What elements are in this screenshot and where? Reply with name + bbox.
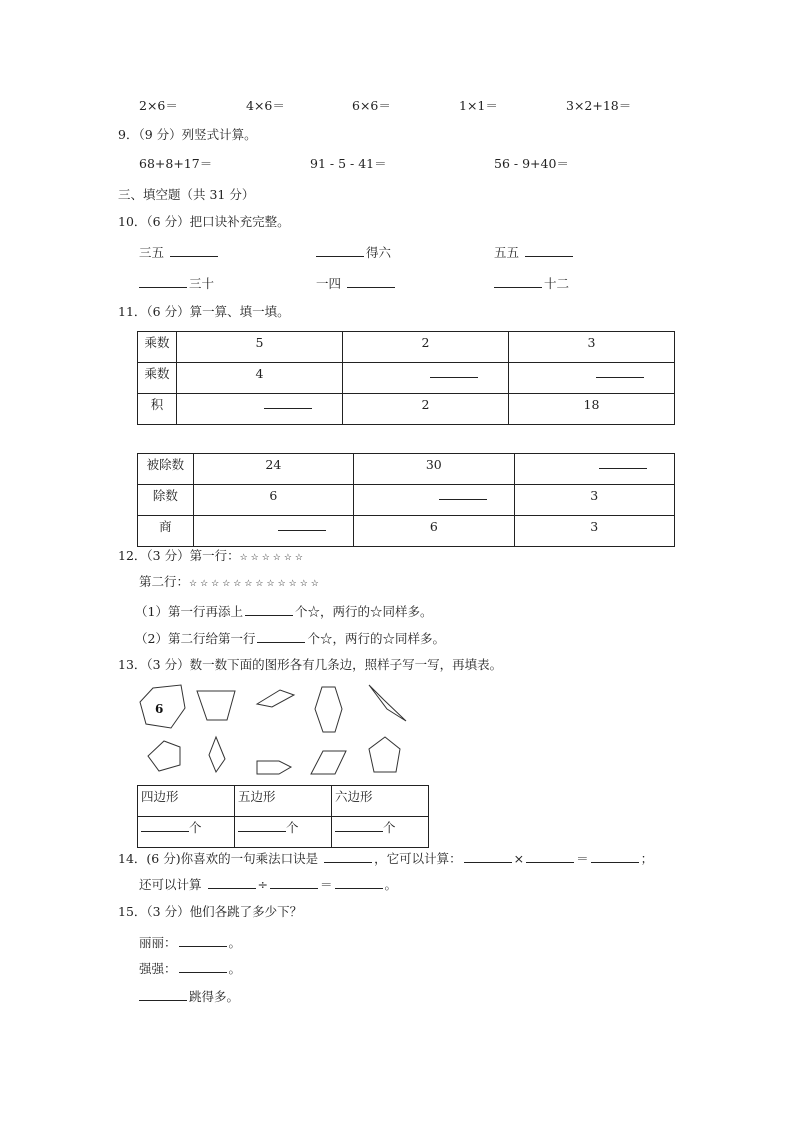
q11-title: 11．（6 分）算一算、填一填。: [118, 304, 290, 319]
expr: 68+8+17＝: [139, 156, 213, 171]
answer-blank[interactable]: [347, 275, 395, 288]
table-cell: [342, 363, 508, 394]
shapes-figure: [137, 683, 410, 776]
table-row: [138, 363, 675, 394]
table-cell: 乘数: [138, 332, 177, 363]
q15-qiang: [139, 960, 241, 977]
answer-blank[interactable]: [139, 275, 187, 288]
hexagon-shape: [315, 687, 342, 732]
expr: 91 - 5 - 41＝: [310, 156, 387, 171]
answer-blank[interactable]: [335, 819, 383, 832]
answer-blank[interactable]: [316, 244, 364, 257]
expr: 1×1＝: [459, 98, 498, 113]
q12-sub2: [135, 630, 445, 647]
table-row: [138, 516, 675, 547]
answer-blank[interactable]: [179, 960, 227, 973]
shape-count-table: [137, 785, 429, 848]
q12-label: 12．（3 分）第一行：: [118, 548, 240, 563]
table-cell: 3: [508, 332, 674, 363]
q13-title: 13．（3 分）数一数下面的图形各有几条边，照样子写一写，再填表。: [118, 657, 503, 672]
text: 14．(6 分)你喜欢的一句乘法口诀是: [118, 851, 319, 866]
text: 。: [228, 961, 242, 976]
table-cell: [176, 394, 342, 425]
expr: 56 - 9+40＝: [494, 156, 569, 171]
multiplication-table: [137, 331, 675, 425]
answer-blank[interactable]: [257, 630, 305, 643]
q15-title: 15．（3 分）他们各跳了多少下？: [118, 904, 303, 919]
q12-sub1: [135, 603, 432, 620]
pentagon-shape: [148, 741, 180, 771]
count-cell: [138, 817, 235, 848]
answer-blank[interactable]: [270, 876, 318, 889]
count-cell: [235, 817, 332, 848]
text: ；: [640, 851, 654, 866]
table-cell: 6: [354, 516, 514, 547]
q15-li: [139, 934, 241, 951]
table-row: [138, 394, 675, 425]
expr: 2×6＝: [139, 98, 178, 113]
text: ，它可以计算：: [374, 851, 462, 866]
count-cell: [332, 817, 429, 848]
table-cell: 6: [193, 485, 353, 516]
parallelogram-shape: [311, 751, 346, 774]
rhombus-shape: [257, 690, 294, 707]
text: 丽丽：: [139, 935, 177, 950]
text: 还可以计算: [139, 877, 202, 892]
answer-blank[interactable]: [238, 819, 286, 832]
table-row: [138, 454, 675, 485]
unit: 个: [286, 820, 299, 835]
text: 强强：: [139, 961, 177, 976]
rhyme-text: 五五: [494, 245, 520, 260]
equals-sign: ＝: [576, 851, 589, 866]
text: 个☆，两行的☆同样多。: [307, 631, 445, 646]
equals-sign: ＝: [319, 877, 333, 892]
answer-blank[interactable]: [599, 456, 647, 469]
answer-blank[interactable]: [278, 518, 326, 531]
rhyme-item: [139, 244, 220, 261]
answer-blank[interactable]: [596, 365, 644, 378]
q14-line2: [139, 876, 397, 893]
rhyme-text: 三十: [189, 276, 215, 291]
table-cell: 商: [138, 516, 194, 547]
rhyme-item: [137, 275, 214, 292]
table-cell: [354, 485, 514, 516]
header-cell: 五边形: [235, 786, 332, 817]
rhyme-item: [492, 275, 569, 292]
rhyme-item: [316, 275, 397, 292]
parallelogram-shape: [369, 685, 406, 721]
answer-blank[interactable]: [141, 819, 189, 832]
unit: 个: [189, 820, 202, 835]
table-cell: [508, 363, 674, 394]
table-cell: 3: [514, 516, 674, 547]
table-row: [138, 332, 675, 363]
header-cell: 四边形: [138, 786, 235, 817]
table-cell: 2: [342, 394, 508, 425]
table-cell: 除数: [138, 485, 194, 516]
answer-blank[interactable]: [525, 244, 573, 257]
q10-title: 10．（6 分）把口诀补充完整。: [118, 214, 290, 229]
answer-blank[interactable]: [335, 876, 383, 889]
table-cell: 2: [342, 332, 508, 363]
answer-blank[interactable]: [208, 876, 256, 889]
rhyme-text: 一四: [316, 276, 342, 291]
answer-blank[interactable]: [526, 850, 574, 863]
q12-row2: [139, 574, 322, 592]
header-cell: 六边形: [332, 786, 429, 817]
table-row: [138, 485, 675, 516]
trapezoid-shape: [197, 691, 235, 720]
answer-blank[interactable]: [430, 365, 478, 378]
rhyme-text: 三五: [139, 245, 165, 260]
table-cell: 乘数: [138, 363, 177, 394]
answer-blank[interactable]: [591, 850, 639, 863]
times-sign: ×: [513, 851, 525, 866]
division-table: [137, 453, 675, 547]
rhyme-text: 得六: [366, 245, 392, 260]
text: 个☆，两行的☆同样多。: [294, 604, 433, 619]
answer-blank[interactable]: [170, 244, 218, 257]
text: （1）第一行再添上: [135, 604, 243, 619]
answer-blank[interactable]: [494, 275, 542, 288]
stars-row1: ☆☆☆☆☆☆: [239, 553, 307, 563]
table-cell: 5: [176, 332, 342, 363]
q14-line1: [118, 850, 653, 867]
table-cell: 被除数: [138, 454, 194, 485]
pentagon-shape: [369, 737, 400, 772]
pentagon-shape: [257, 761, 291, 774]
expr: 3×2+18＝: [566, 98, 632, 113]
answer-blank[interactable]: [245, 603, 293, 616]
answer-blank[interactable]: [464, 850, 512, 863]
table-cell: [193, 516, 353, 547]
q9-title: 9．（9 分）列竖式计算。: [118, 127, 257, 142]
rhyme-text: 十二: [544, 276, 570, 291]
expr: 6×6＝: [352, 98, 391, 113]
text: 跳得多。: [189, 989, 240, 1004]
table-cell: [514, 454, 674, 485]
rhombus-shape: [209, 737, 225, 772]
table-cell: 24: [193, 454, 353, 485]
expr: 4×6＝: [246, 98, 285, 113]
text: 。: [384, 877, 398, 892]
table-cell: 3: [514, 485, 674, 516]
text: 。: [228, 935, 242, 950]
section-heading: 三、填空题（共 31 分）: [118, 187, 255, 202]
table-cell: 30: [354, 454, 514, 485]
divide-sign: ÷: [257, 877, 268, 892]
stars-row2: ☆☆☆☆☆☆☆☆☆☆☆☆: [189, 579, 322, 589]
answer-blank[interactable]: [139, 988, 187, 1001]
unit: 个: [383, 820, 396, 835]
example-label: 6: [155, 702, 164, 716]
text: （2）第二行给第一行: [135, 631, 256, 646]
q12-title: [118, 548, 306, 566]
answer-blank[interactable]: [179, 934, 227, 947]
table-cell: 18: [508, 394, 674, 425]
answer-blank[interactable]: [264, 396, 312, 409]
answer-blank[interactable]: [439, 487, 487, 500]
answer-blank[interactable]: [324, 850, 372, 863]
row2-label: 第二行：: [139, 574, 190, 589]
table-cell: 积: [138, 394, 177, 425]
q15-more: [137, 988, 239, 1005]
rhyme-item: [494, 244, 575, 261]
rhyme-item: [314, 244, 391, 261]
table-cell: 4: [176, 363, 342, 394]
